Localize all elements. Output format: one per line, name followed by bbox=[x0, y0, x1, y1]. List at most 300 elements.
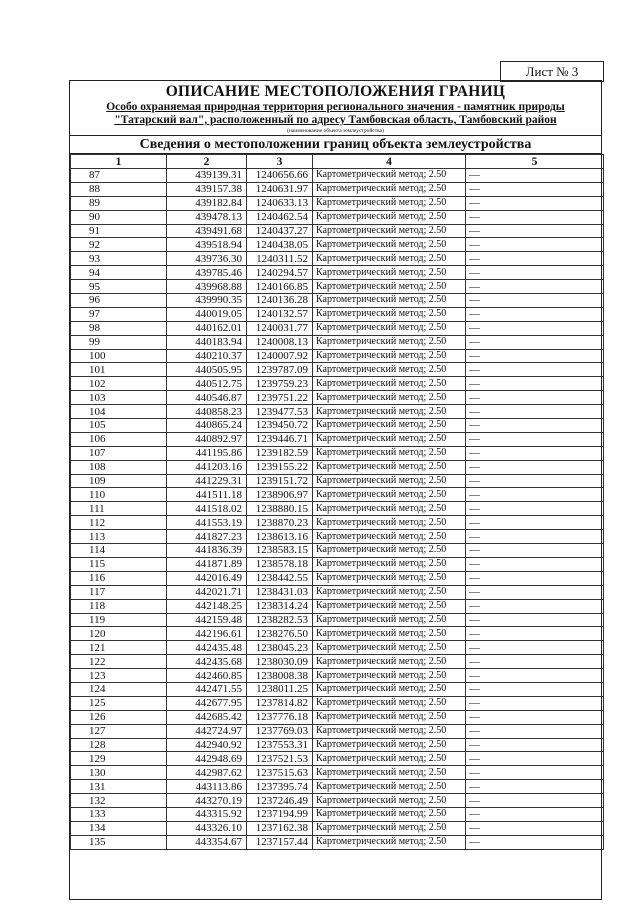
method-accuracy-cell: Картометрический метод; 2.50 bbox=[313, 613, 466, 627]
x-coordinate-cell: 442021.71 bbox=[167, 585, 247, 599]
method-accuracy-cell: Картометрический метод; 2.50 bbox=[313, 502, 466, 516]
description-cell: — bbox=[466, 544, 604, 558]
point-number-cell: 120 bbox=[71, 627, 167, 641]
method-accuracy-cell: Картометрический метод; 2.50 bbox=[313, 294, 466, 308]
description-cell: — bbox=[466, 210, 604, 224]
method-accuracy-cell: Картометрический метод; 2.50 bbox=[313, 669, 466, 683]
point-number-cell: 135 bbox=[71, 835, 167, 849]
table-row bbox=[71, 752, 604, 766]
table-row bbox=[71, 446, 604, 460]
y-coordinate-cell: 1239182.59 bbox=[247, 446, 313, 460]
point-number-cell: 119 bbox=[71, 613, 167, 627]
table-row bbox=[71, 182, 604, 196]
point-number-cell: 88 bbox=[71, 182, 167, 196]
y-coordinate-cell: 1239151.72 bbox=[247, 474, 313, 488]
point-number-cell: 96 bbox=[71, 294, 167, 308]
description-cell: — bbox=[466, 446, 604, 460]
description-cell: — bbox=[466, 669, 604, 683]
table-row bbox=[71, 766, 604, 780]
method-accuracy-cell: Картометрический метод; 2.50 bbox=[313, 460, 466, 474]
y-coordinate-cell: 1239155.22 bbox=[247, 460, 313, 474]
table-row bbox=[71, 335, 604, 349]
x-coordinate-cell: 440505.95 bbox=[167, 363, 247, 377]
y-coordinate-cell: 1239450.72 bbox=[247, 419, 313, 433]
x-coordinate-cell: 440162.01 bbox=[167, 321, 247, 335]
method-accuracy-cell: Картометрический метод; 2.50 bbox=[313, 571, 466, 585]
x-coordinate-cell: 443270.19 bbox=[167, 794, 247, 808]
y-coordinate-cell: 1240294.57 bbox=[247, 266, 313, 280]
table-row bbox=[71, 544, 604, 558]
table-row bbox=[71, 238, 604, 252]
description-cell: — bbox=[466, 516, 604, 530]
y-coordinate-cell: 1238030.09 bbox=[247, 655, 313, 669]
x-coordinate-cell: 439990.35 bbox=[167, 294, 247, 308]
point-number-cell: 89 bbox=[71, 196, 167, 210]
y-coordinate-cell: 1238011.25 bbox=[247, 682, 313, 696]
table-row bbox=[71, 280, 604, 294]
table-row bbox=[71, 196, 604, 210]
y-coordinate-cell: 1239751.22 bbox=[247, 391, 313, 405]
x-coordinate-cell: 439478.13 bbox=[167, 210, 247, 224]
table-row bbox=[71, 571, 604, 585]
point-number-cell: 91 bbox=[71, 224, 167, 238]
column-header: 2 bbox=[167, 155, 247, 169]
point-number-cell: 113 bbox=[71, 530, 167, 544]
table-row bbox=[71, 460, 604, 474]
point-number-cell: 112 bbox=[71, 516, 167, 530]
point-number-cell: 111 bbox=[71, 502, 167, 516]
x-coordinate-cell: 442948.69 bbox=[167, 752, 247, 766]
y-coordinate-cell: 1240136.28 bbox=[247, 294, 313, 308]
method-accuracy-cell: Картометрический метод; 2.50 bbox=[313, 530, 466, 544]
sheet-number-label: Лист № 3 bbox=[500, 61, 604, 82]
object-name-caption: (наименование объекта землеустройства) bbox=[287, 128, 384, 134]
table-row bbox=[71, 807, 604, 821]
x-coordinate-cell: 441511.18 bbox=[167, 488, 247, 502]
x-coordinate-cell: 442724.97 bbox=[167, 724, 247, 738]
method-accuracy-cell: Картометрический метод; 2.50 bbox=[313, 474, 466, 488]
table-row bbox=[71, 252, 604, 266]
document-title: ОПИСАНИЕ МЕСТОПОЛОЖЕНИЯ ГРАНИЦ bbox=[165, 83, 506, 100]
table-row bbox=[71, 738, 604, 752]
point-number-cell: 126 bbox=[71, 710, 167, 724]
point-number-cell: 128 bbox=[71, 738, 167, 752]
table-row bbox=[71, 266, 604, 280]
table-row bbox=[71, 557, 604, 571]
method-accuracy-cell: Картометрический метод; 2.50 bbox=[313, 724, 466, 738]
y-coordinate-cell: 1240437.27 bbox=[247, 224, 313, 238]
table-row bbox=[71, 307, 604, 321]
y-coordinate-cell: 1237162.38 bbox=[247, 821, 313, 835]
y-coordinate-cell: 1238431.03 bbox=[247, 585, 313, 599]
x-coordinate-cell: 439139.31 bbox=[167, 169, 247, 183]
description-cell: — bbox=[466, 391, 604, 405]
point-number-cell: 102 bbox=[71, 377, 167, 391]
method-accuracy-cell: Картометрический метод; 2.50 bbox=[313, 210, 466, 224]
description-cell: — bbox=[466, 432, 604, 446]
method-accuracy-cell: Картометрический метод; 2.50 bbox=[313, 266, 466, 280]
table-row bbox=[71, 530, 604, 544]
description-cell: — bbox=[466, 224, 604, 238]
point-number-cell: 123 bbox=[71, 669, 167, 683]
y-coordinate-cell: 1237515.63 bbox=[247, 766, 313, 780]
y-coordinate-cell: 1240311.52 bbox=[247, 252, 313, 266]
point-number-cell: 98 bbox=[71, 321, 167, 335]
description-cell: — bbox=[466, 502, 604, 516]
point-number-cell: 106 bbox=[71, 432, 167, 446]
description-cell: — bbox=[466, 182, 604, 196]
point-number-cell: 109 bbox=[71, 474, 167, 488]
description-cell: — bbox=[466, 585, 604, 599]
x-coordinate-cell: 439491.68 bbox=[167, 224, 247, 238]
object-description-line-2: "Татарский вал", расположенный по адресу Тамбовская область, Тамбовский район bbox=[114, 114, 557, 126]
table-row bbox=[71, 599, 604, 613]
x-coordinate-cell: 442460.85 bbox=[167, 669, 247, 683]
method-accuracy-cell: Картометрический метод; 2.50 bbox=[313, 182, 466, 196]
x-coordinate-cell: 443326.10 bbox=[167, 821, 247, 835]
table-row bbox=[71, 294, 604, 308]
point-number-cell: 103 bbox=[71, 391, 167, 405]
description-cell: — bbox=[466, 780, 604, 794]
point-number-cell: 108 bbox=[71, 460, 167, 474]
point-number-cell: 92 bbox=[71, 238, 167, 252]
x-coordinate-cell: 439518.94 bbox=[167, 238, 247, 252]
method-accuracy-cell: Картометрический метод; 2.50 bbox=[313, 627, 466, 641]
method-accuracy-cell: Картометрический метод; 2.50 bbox=[313, 696, 466, 710]
point-number-cell: 99 bbox=[71, 335, 167, 349]
method-accuracy-cell: Картометрический метод; 2.50 bbox=[313, 405, 466, 419]
x-coordinate-cell: 442471.55 bbox=[167, 682, 247, 696]
point-number-cell: 114 bbox=[71, 544, 167, 558]
table-row bbox=[71, 488, 604, 502]
description-cell: — bbox=[466, 835, 604, 849]
x-coordinate-cell: 442677.95 bbox=[167, 696, 247, 710]
table-row bbox=[71, 363, 604, 377]
y-coordinate-cell: 1240462.54 bbox=[247, 210, 313, 224]
description-cell: — bbox=[466, 627, 604, 641]
x-coordinate-cell: 440858.23 bbox=[167, 405, 247, 419]
method-accuracy-cell: Картометрический метод; 2.50 bbox=[313, 446, 466, 460]
method-accuracy-cell: Картометрический метод; 2.50 bbox=[313, 641, 466, 655]
point-number-cell: 133 bbox=[71, 807, 167, 821]
point-number-cell: 134 bbox=[71, 821, 167, 835]
y-coordinate-cell: 1240631.97 bbox=[247, 182, 313, 196]
method-accuracy-cell: Картометрический метод; 2.50 bbox=[313, 585, 466, 599]
method-accuracy-cell: Картометрический метод; 2.50 bbox=[313, 363, 466, 377]
description-cell: — bbox=[466, 238, 604, 252]
x-coordinate-cell: 442435.48 bbox=[167, 641, 247, 655]
description-cell: — bbox=[466, 321, 604, 335]
table-row bbox=[71, 835, 604, 849]
method-accuracy-cell: Картометрический метод; 2.50 bbox=[313, 252, 466, 266]
point-number-cell: 117 bbox=[71, 585, 167, 599]
point-number-cell: 101 bbox=[71, 363, 167, 377]
point-number-cell: 122 bbox=[71, 655, 167, 669]
point-number-cell: 118 bbox=[71, 599, 167, 613]
description-cell: — bbox=[466, 363, 604, 377]
x-coordinate-cell: 440019.05 bbox=[167, 307, 247, 321]
method-accuracy-cell: Картометрический метод; 2.50 bbox=[313, 238, 466, 252]
x-coordinate-cell: 442159.48 bbox=[167, 613, 247, 627]
method-accuracy-cell: Картометрический метод; 2.50 bbox=[313, 419, 466, 433]
table-row bbox=[71, 224, 604, 238]
description-cell: — bbox=[466, 307, 604, 321]
method-accuracy-cell: Картометрический метод; 2.50 bbox=[313, 280, 466, 294]
method-accuracy-cell: Картометрический метод; 2.50 bbox=[313, 544, 466, 558]
table-row bbox=[71, 474, 604, 488]
description-cell: — bbox=[466, 377, 604, 391]
table-body bbox=[71, 169, 604, 850]
description-cell: — bbox=[466, 766, 604, 780]
x-coordinate-cell: 439182.84 bbox=[167, 196, 247, 210]
method-accuracy-cell: Картометрический метод; 2.50 bbox=[313, 752, 466, 766]
x-coordinate-cell: 442016.49 bbox=[167, 571, 247, 585]
table-row bbox=[71, 419, 604, 433]
column-header: 5 bbox=[466, 155, 604, 169]
y-coordinate-cell: 1240132.57 bbox=[247, 307, 313, 321]
description-cell: — bbox=[466, 169, 604, 183]
table-row bbox=[71, 210, 604, 224]
y-coordinate-cell: 1240438.05 bbox=[247, 238, 313, 252]
description-cell: — bbox=[466, 599, 604, 613]
point-number-cell: 127 bbox=[71, 724, 167, 738]
description-cell: — bbox=[466, 530, 604, 544]
point-number-cell: 125 bbox=[71, 696, 167, 710]
table-row bbox=[71, 710, 604, 724]
y-coordinate-cell: 1238008.38 bbox=[247, 669, 313, 683]
x-coordinate-cell: 441195.86 bbox=[167, 446, 247, 460]
point-number-cell: 90 bbox=[71, 210, 167, 224]
y-coordinate-cell: 1240633.13 bbox=[247, 196, 313, 210]
point-number-cell: 107 bbox=[71, 446, 167, 460]
object-description-line-1: Особо охраняемая природная территория регионального значения - памятник природы bbox=[106, 101, 565, 113]
y-coordinate-cell: 1237521.53 bbox=[247, 752, 313, 766]
y-coordinate-cell: 1238613.16 bbox=[247, 530, 313, 544]
description-cell: — bbox=[466, 571, 604, 585]
table-row bbox=[71, 169, 604, 183]
method-accuracy-cell: Картометрический метод; 2.50 bbox=[313, 794, 466, 808]
y-coordinate-cell: 1237395.74 bbox=[247, 780, 313, 794]
y-coordinate-cell: 1239759.23 bbox=[247, 377, 313, 391]
point-number-cell: 110 bbox=[71, 488, 167, 502]
method-accuracy-cell: Картометрический метод; 2.50 bbox=[313, 655, 466, 669]
table-row bbox=[71, 405, 604, 419]
x-coordinate-cell: 439736.30 bbox=[167, 252, 247, 266]
table-row bbox=[71, 585, 604, 599]
description-cell: — bbox=[466, 405, 604, 419]
description-cell: — bbox=[466, 488, 604, 502]
column-header: 1 bbox=[71, 155, 167, 169]
y-coordinate-cell: 1238276.50 bbox=[247, 627, 313, 641]
point-number-cell: 115 bbox=[71, 557, 167, 571]
table-row bbox=[71, 821, 604, 835]
y-coordinate-cell: 1238906.97 bbox=[247, 488, 313, 502]
point-number-cell: 100 bbox=[71, 349, 167, 363]
point-number-cell: 97 bbox=[71, 307, 167, 321]
point-number-cell: 132 bbox=[71, 794, 167, 808]
method-accuracy-cell: Картометрический метод; 2.50 bbox=[313, 780, 466, 794]
method-accuracy-cell: Картометрический метод; 2.50 bbox=[313, 488, 466, 502]
table-row bbox=[71, 516, 604, 530]
method-accuracy-cell: Картометрический метод; 2.50 bbox=[313, 516, 466, 530]
table-row bbox=[71, 641, 604, 655]
point-number-cell: 124 bbox=[71, 682, 167, 696]
table-row bbox=[71, 432, 604, 446]
x-coordinate-cell: 441553.19 bbox=[167, 516, 247, 530]
table-row bbox=[71, 669, 604, 683]
method-accuracy-cell: Картометрический метод; 2.50 bbox=[313, 821, 466, 835]
description-cell: — bbox=[466, 419, 604, 433]
x-coordinate-cell: 439157.38 bbox=[167, 182, 247, 196]
y-coordinate-cell: 1237776.18 bbox=[247, 710, 313, 724]
y-coordinate-cell: 1240166.85 bbox=[247, 280, 313, 294]
x-coordinate-cell: 440546.87 bbox=[167, 391, 247, 405]
table-row bbox=[71, 349, 604, 363]
column-header: 3 bbox=[247, 155, 313, 169]
method-accuracy-cell: Картометрический метод; 2.50 bbox=[313, 377, 466, 391]
y-coordinate-cell: 1240031.77 bbox=[247, 321, 313, 335]
table-row bbox=[71, 377, 604, 391]
description-cell: — bbox=[466, 682, 604, 696]
method-accuracy-cell: Картометрический метод; 2.50 bbox=[313, 682, 466, 696]
y-coordinate-cell: 1239446.71 bbox=[247, 432, 313, 446]
y-coordinate-cell: 1237246.49 bbox=[247, 794, 313, 808]
description-cell: — bbox=[466, 710, 604, 724]
x-coordinate-cell: 441518.02 bbox=[167, 502, 247, 516]
method-accuracy-cell: Картометрический метод; 2.50 bbox=[313, 391, 466, 405]
x-coordinate-cell: 442148.25 bbox=[167, 599, 247, 613]
description-cell: — bbox=[466, 613, 604, 627]
description-cell: — bbox=[466, 724, 604, 738]
method-accuracy-cell: Картометрический метод; 2.50 bbox=[313, 599, 466, 613]
y-coordinate-cell: 1238578.18 bbox=[247, 557, 313, 571]
description-cell: — bbox=[466, 807, 604, 821]
coordinates-table bbox=[70, 154, 604, 850]
description-cell: — bbox=[466, 460, 604, 474]
table-row bbox=[71, 724, 604, 738]
description-cell: — bbox=[466, 474, 604, 488]
description-cell: — bbox=[466, 335, 604, 349]
x-coordinate-cell: 441229.31 bbox=[167, 474, 247, 488]
x-coordinate-cell: 440892.97 bbox=[167, 432, 247, 446]
table-row bbox=[71, 391, 604, 405]
description-cell: — bbox=[466, 349, 604, 363]
table-row bbox=[71, 696, 604, 710]
point-number-cell: 130 bbox=[71, 766, 167, 780]
point-number-cell: 93 bbox=[71, 252, 167, 266]
method-accuracy-cell: Картометрический метод; 2.50 bbox=[313, 807, 466, 821]
x-coordinate-cell: 442940.92 bbox=[167, 738, 247, 752]
document-header bbox=[70, 81, 601, 135]
y-coordinate-cell: 1238870.23 bbox=[247, 516, 313, 530]
point-number-cell: 94 bbox=[71, 266, 167, 280]
description-cell: — bbox=[466, 557, 604, 571]
method-accuracy-cell: Картометрический метод; 2.50 bbox=[313, 321, 466, 335]
y-coordinate-cell: 1238314.24 bbox=[247, 599, 313, 613]
x-coordinate-cell: 441836.39 bbox=[167, 544, 247, 558]
method-accuracy-cell: Картометрический метод; 2.50 bbox=[313, 224, 466, 238]
point-number-cell: 87 bbox=[71, 169, 167, 183]
description-cell: — bbox=[466, 252, 604, 266]
method-accuracy-cell: Картометрический метод; 2.50 bbox=[313, 738, 466, 752]
y-coordinate-cell: 1237194.99 bbox=[247, 807, 313, 821]
description-cell: — bbox=[466, 752, 604, 766]
x-coordinate-cell: 443113.86 bbox=[167, 780, 247, 794]
method-accuracy-cell: Картометрический метод; 2.50 bbox=[313, 835, 466, 849]
y-coordinate-cell: 1239787.09 bbox=[247, 363, 313, 377]
x-coordinate-cell: 442435.68 bbox=[167, 655, 247, 669]
method-accuracy-cell: Картометрический метод; 2.50 bbox=[313, 335, 466, 349]
table-row bbox=[71, 794, 604, 808]
description-cell: — bbox=[466, 794, 604, 808]
y-coordinate-cell: 1240007.92 bbox=[247, 349, 313, 363]
table-row bbox=[71, 502, 604, 516]
x-coordinate-cell: 443354.67 bbox=[167, 835, 247, 849]
point-number-cell: 116 bbox=[71, 571, 167, 585]
description-cell: — bbox=[466, 821, 604, 835]
method-accuracy-cell: Картометрический метод; 2.50 bbox=[313, 307, 466, 321]
method-accuracy-cell: Картометрический метод; 2.50 bbox=[313, 710, 466, 724]
y-coordinate-cell: 1238583.15 bbox=[247, 544, 313, 558]
method-accuracy-cell: Картометрический метод; 2.50 bbox=[313, 196, 466, 210]
description-cell: — bbox=[466, 266, 604, 280]
description-cell: — bbox=[466, 280, 604, 294]
description-cell: — bbox=[466, 696, 604, 710]
description-cell: — bbox=[466, 738, 604, 752]
x-coordinate-cell: 442987.62 bbox=[167, 766, 247, 780]
x-coordinate-cell: 441871.89 bbox=[167, 557, 247, 571]
table-row bbox=[71, 627, 604, 641]
y-coordinate-cell: 1238442.55 bbox=[247, 571, 313, 585]
point-number-cell: 104 bbox=[71, 405, 167, 419]
x-coordinate-cell: 439785.46 bbox=[167, 266, 247, 280]
table-row bbox=[71, 613, 604, 627]
table-row bbox=[71, 780, 604, 794]
table-row bbox=[71, 321, 604, 335]
point-number-cell: 129 bbox=[71, 752, 167, 766]
point-number-cell: 121 bbox=[71, 641, 167, 655]
x-coordinate-cell: 440865.24 bbox=[167, 419, 247, 433]
y-coordinate-cell: 1237814.82 bbox=[247, 696, 313, 710]
point-number-cell: 95 bbox=[71, 280, 167, 294]
y-coordinate-cell: 1237769.03 bbox=[247, 724, 313, 738]
x-coordinate-cell: 443315.92 bbox=[167, 807, 247, 821]
method-accuracy-cell: Картометрический метод; 2.50 bbox=[313, 432, 466, 446]
description-cell: — bbox=[466, 655, 604, 669]
y-coordinate-cell: 1240656.66 bbox=[247, 169, 313, 183]
x-coordinate-cell: 440210.37 bbox=[167, 349, 247, 363]
x-coordinate-cell: 440512.75 bbox=[167, 377, 247, 391]
x-coordinate-cell: 441203.16 bbox=[167, 460, 247, 474]
column-header: 4 bbox=[313, 155, 466, 169]
method-accuracy-cell: Картометрический метод; 2.50 bbox=[313, 766, 466, 780]
point-number-cell: 105 bbox=[71, 419, 167, 433]
y-coordinate-cell: 1238045.23 bbox=[247, 641, 313, 655]
x-coordinate-cell: 439968.88 bbox=[167, 280, 247, 294]
y-coordinate-cell: 1240008.13 bbox=[247, 335, 313, 349]
y-coordinate-cell: 1237553.31 bbox=[247, 738, 313, 752]
point-number-cell: 131 bbox=[71, 780, 167, 794]
section-title: Сведения о местоположении границ объекта землеустройства bbox=[70, 135, 601, 154]
description-cell: — bbox=[466, 641, 604, 655]
y-coordinate-cell: 1239477.53 bbox=[247, 405, 313, 419]
table-header-row bbox=[71, 155, 604, 169]
table-row bbox=[71, 682, 604, 696]
method-accuracy-cell: Картометрический метод; 2.50 bbox=[313, 557, 466, 571]
description-cell: — bbox=[466, 294, 604, 308]
method-accuracy-cell: Картометрический метод; 2.50 bbox=[313, 169, 466, 183]
document-frame bbox=[69, 80, 602, 900]
